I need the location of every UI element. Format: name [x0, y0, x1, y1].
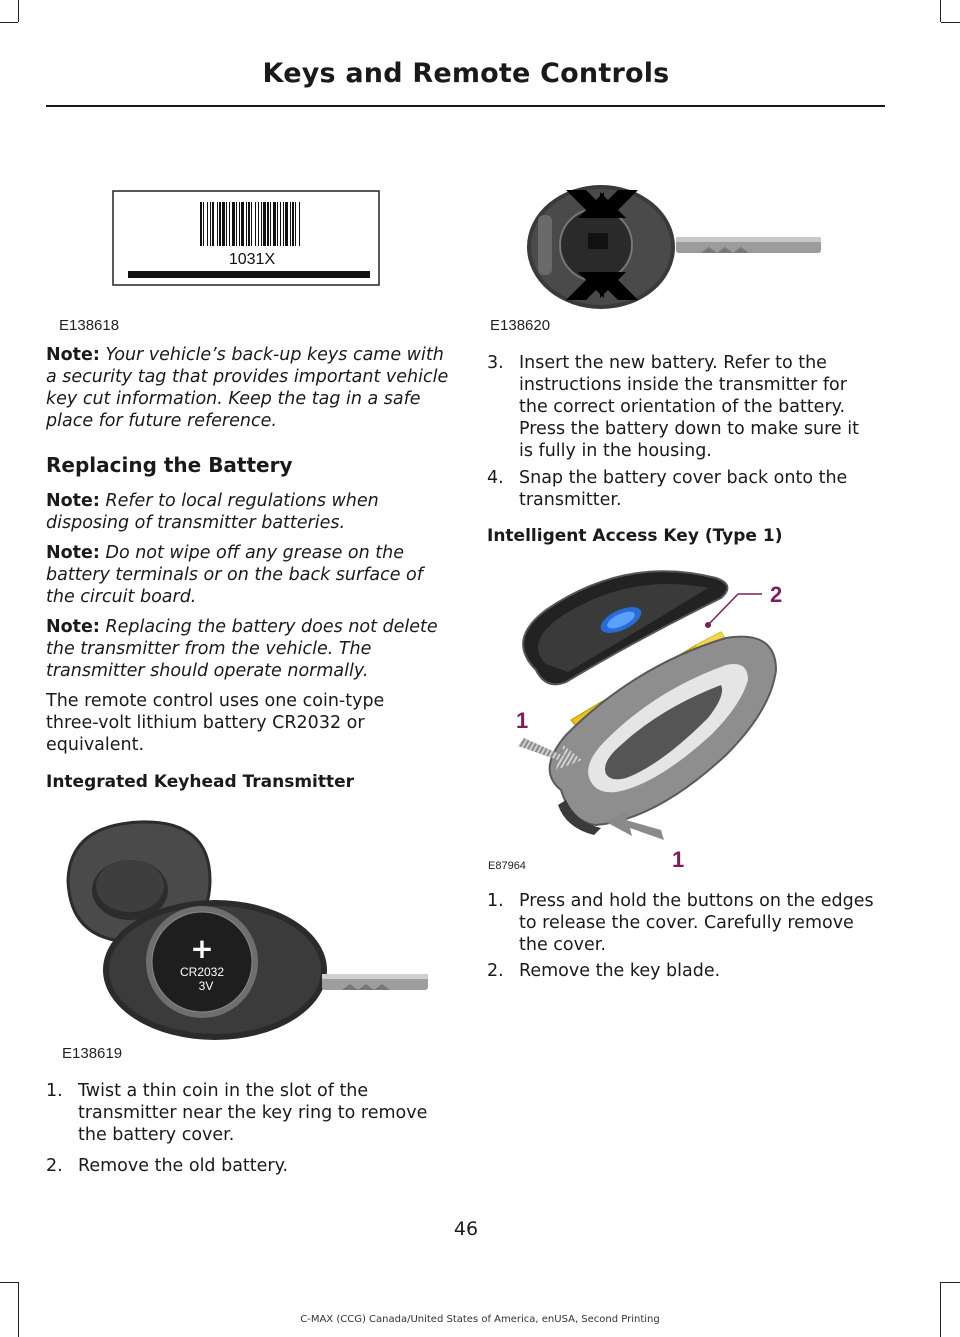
para-wrap	[46, 690, 426, 756]
barcode-text: 1031X	[228, 251, 276, 268]
page-number: 46	[453, 1218, 479, 1240]
crop-mark	[18, 0, 19, 22]
figure-label: E138619	[62, 1045, 123, 1062]
note-grease: Note: Do not wipe off any grease on the battery terminals or on the back surface of the circuit board.	[46, 543, 423, 607]
section-heading-wrap	[46, 453, 456, 477]
note-replacing: Note: Replacing the battery does not delete the transmitter from the vehicle. The transmitter should operate normally.	[46, 617, 438, 681]
step-2-left: 2. Remove the old battery.	[46, 1156, 289, 1176]
crop-mark	[18, 1282, 19, 1337]
callout-1a: 1	[516, 708, 529, 733]
battery-plus: +	[190, 932, 214, 965]
left-column	[46, 344, 451, 432]
figure-label: E87964	[488, 860, 526, 872]
section-heading: Replacing the Battery	[46, 453, 293, 477]
note-disposal: Note: Refer to local regulations when disposing of transmitter batteries.	[46, 491, 379, 533]
figure-label: E138620	[490, 317, 551, 334]
crop-mark	[941, 22, 960, 23]
security-tag-figure	[112, 190, 380, 286]
page-title: Keys and Remote Controls	[262, 58, 670, 89]
battery-voltage: 3V	[198, 979, 214, 993]
step-3-right: 3. Insert the new battery. Refer to the instructions inside the transmitter for the correct orientation of the battery. Press the battery down to make sure it is fully in the housing.	[487, 353, 859, 461]
crop-mark	[940, 1282, 941, 1337]
callout-1b: 1	[672, 847, 685, 872]
step-1-left: 1. Twist a thin coin in the slot of the transmitter near the key ring to remove the battery cover.	[46, 1081, 428, 1145]
crop-mark	[941, 1282, 960, 1283]
footer-info: C-MAX (CCG) Canada/United States of America, enUSA, Second Printing	[300, 1314, 660, 1325]
note-security-tag: Note: Your vehicle’s back-up keys came with a security tag that provides important vehicle key cut information. Keep the tag in a safe place for future reference.	[46, 345, 449, 431]
intelligent-key-figure	[486, 560, 796, 876]
callout-2: 2	[770, 582, 783, 607]
note-wrap	[46, 490, 448, 534]
keyhead-open-figure	[60, 820, 432, 1042]
note-wrap	[46, 542, 450, 608]
subheading-wrap	[487, 526, 897, 546]
crop-mark	[0, 22, 18, 23]
figure-label: E138618	[59, 317, 120, 334]
subheading-wrap	[46, 772, 456, 792]
step-4-right: 4. Snap the battery cover back onto the transmitter.	[487, 468, 848, 510]
keyhead-back-figure	[526, 185, 826, 310]
subheading-integrated: Integrated Keyhead Transmitter	[46, 772, 355, 792]
battery-model: CR2032	[179, 965, 225, 979]
header-divider	[46, 105, 885, 107]
step-2-right: 2. Remove the key blade.	[487, 961, 721, 981]
crop-mark	[0, 1282, 18, 1283]
battery-paragraph: The remote control uses one coin-type three-volt lithium battery CR2032 or equivalent.	[46, 691, 385, 755]
subheading-intelligent-access: Intelligent Access Key (Type 1)	[487, 526, 783, 546]
step-1-right: 1. Press and hold the buttons on the edges to release the cover. Carefully remove the cover.	[487, 891, 874, 955]
crop-mark	[940, 0, 941, 22]
note-wrap	[46, 616, 452, 682]
